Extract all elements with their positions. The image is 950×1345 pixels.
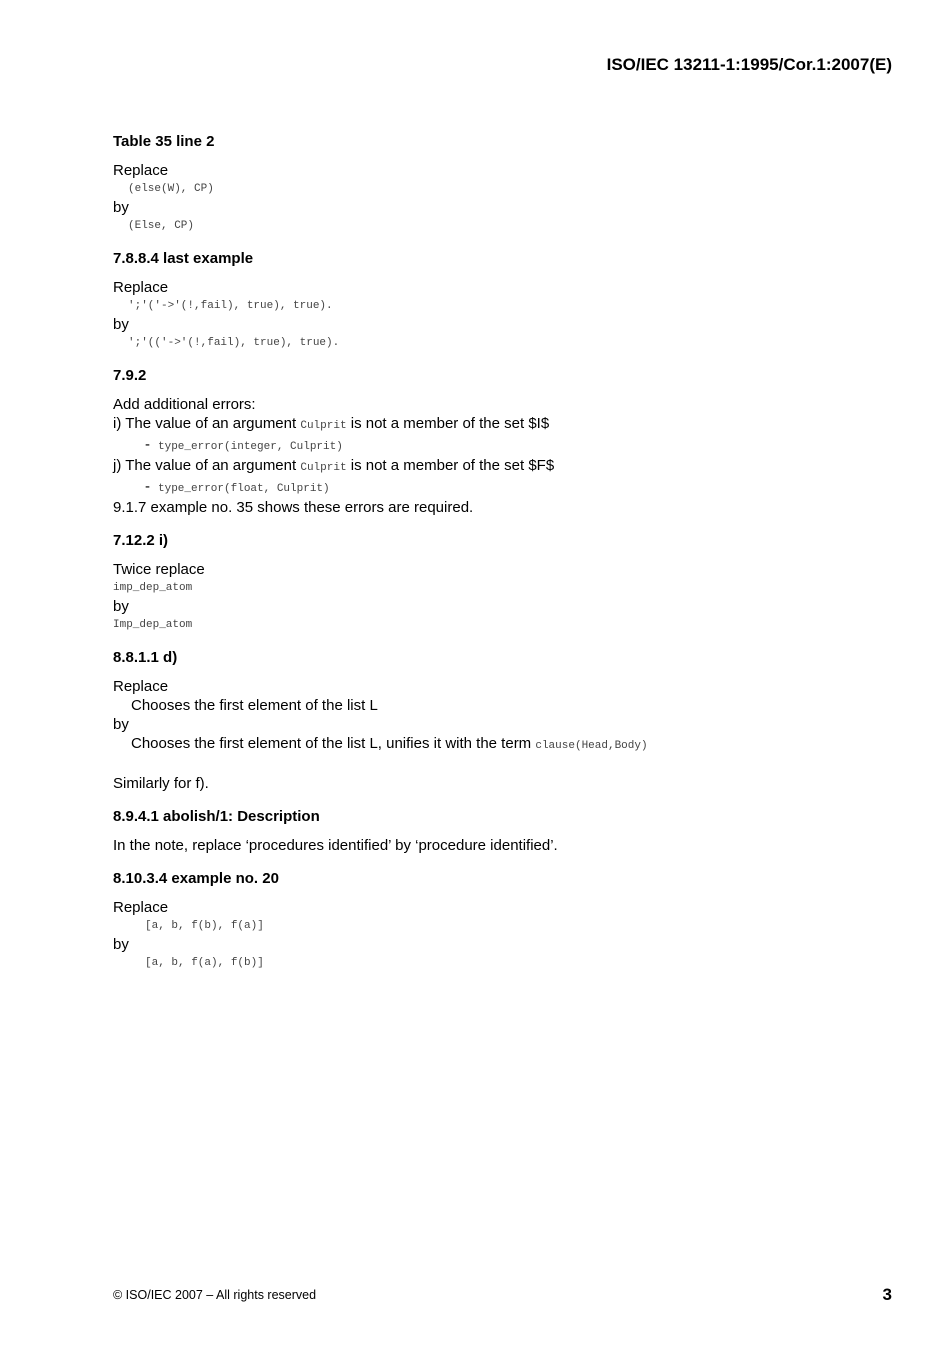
replace-label: Replace <box>113 899 169 916</box>
section-8-8-1-1 <box>113 649 903 793</box>
by-label: by <box>113 316 129 333</box>
error-j-prefix: j) The value of an argument <box>113 457 297 474</box>
error-i-term <box>113 436 903 456</box>
section-heading: 8.8.1.1 d) <box>113 649 178 666</box>
replace-label: Replace <box>113 162 169 179</box>
text-new <box>113 734 903 756</box>
replace-label: Twice replace <box>113 561 205 578</box>
section-heading: 7.12.2 i) <box>113 532 169 549</box>
error-i-code: Culprit <box>300 420 347 432</box>
document-id-header: ISO/IEC 13211-1:1995/Cor.1:2007(E) <box>606 55 892 74</box>
text-old: Chooses the first element of the list L <box>131 697 378 714</box>
code-old: (else(W), CP) <box>128 183 214 195</box>
by-label: by <box>113 716 129 733</box>
section-8-10-3-4 <box>113 870 903 972</box>
note-text: In the note, replace ‘procedures identified’ by ‘procedure identified’. <box>113 837 558 854</box>
intro-text: Add additional errors: <box>113 396 256 413</box>
dash-bullet: - <box>145 478 150 495</box>
replace-label: Replace <box>113 279 169 296</box>
section-heading: 8.9.4.1 abolish/1: Description <box>113 808 320 825</box>
error-i-prefix: i) The value of an argument <box>113 415 297 432</box>
section-heading: 8.10.3.4 example no. 20 <box>113 870 279 887</box>
code-new: [a, b, f(a), f(b)] <box>145 957 264 969</box>
code-old: [a, b, f(b), f(a)] <box>145 920 264 932</box>
error-j-code: Culprit <box>300 462 347 474</box>
code-new: (Else, CP) <box>128 220 195 232</box>
section-7-12-2 <box>113 532 903 634</box>
section-heading: Table 35 line 2 <box>113 133 215 150</box>
error-j-suffix: is not a member of the set $F$ <box>350 457 555 474</box>
code-new: Imp_dep_atom <box>113 619 193 631</box>
code-old: ';'('->'(!,fail), true), true). <box>128 300 333 312</box>
section-7-9-2 <box>113 367 903 517</box>
section-heading: 7.9.2 <box>113 367 147 384</box>
error-i-term-code: type_error(integer, Culprit) <box>158 441 343 453</box>
note-text: 9.1.7 example no. 35 shows these errors are required. <box>113 499 474 516</box>
text-new-code: clause(Head,Body) <box>535 740 648 752</box>
code-old: imp_dep_atom <box>113 582 193 594</box>
error-j-term-code: type_error(float, Culprit) <box>158 483 330 495</box>
section-7-8-8-4 <box>113 250 903 352</box>
error-i-suffix: is not a member of the set $I$ <box>350 415 550 432</box>
error-j-term <box>113 478 903 498</box>
similarly-text: Similarly for f). <box>113 775 209 792</box>
section-heading: 7.8.8.4 last example <box>113 250 254 267</box>
by-label: by <box>113 199 129 216</box>
page-number: 3 <box>882 1285 892 1304</box>
section-8-9-4-1 <box>113 808 903 855</box>
dash-bullet: - <box>145 436 150 453</box>
by-label: by <box>113 598 129 615</box>
code-new: ';'(('->'(!,fail), true), true). <box>128 337 340 349</box>
document-body <box>113 133 903 987</box>
error-item-j <box>113 456 903 478</box>
replace-label: Replace <box>113 678 169 695</box>
section-table-35 <box>113 133 903 235</box>
error-item-i <box>113 414 903 436</box>
text-new-prefix: Chooses the first element of the list L, unifies it with the term <box>131 735 532 752</box>
copyright-footer: © ISO/IEC 2007 – All rights reserved <box>113 1288 317 1302</box>
by-label: by <box>113 936 129 953</box>
